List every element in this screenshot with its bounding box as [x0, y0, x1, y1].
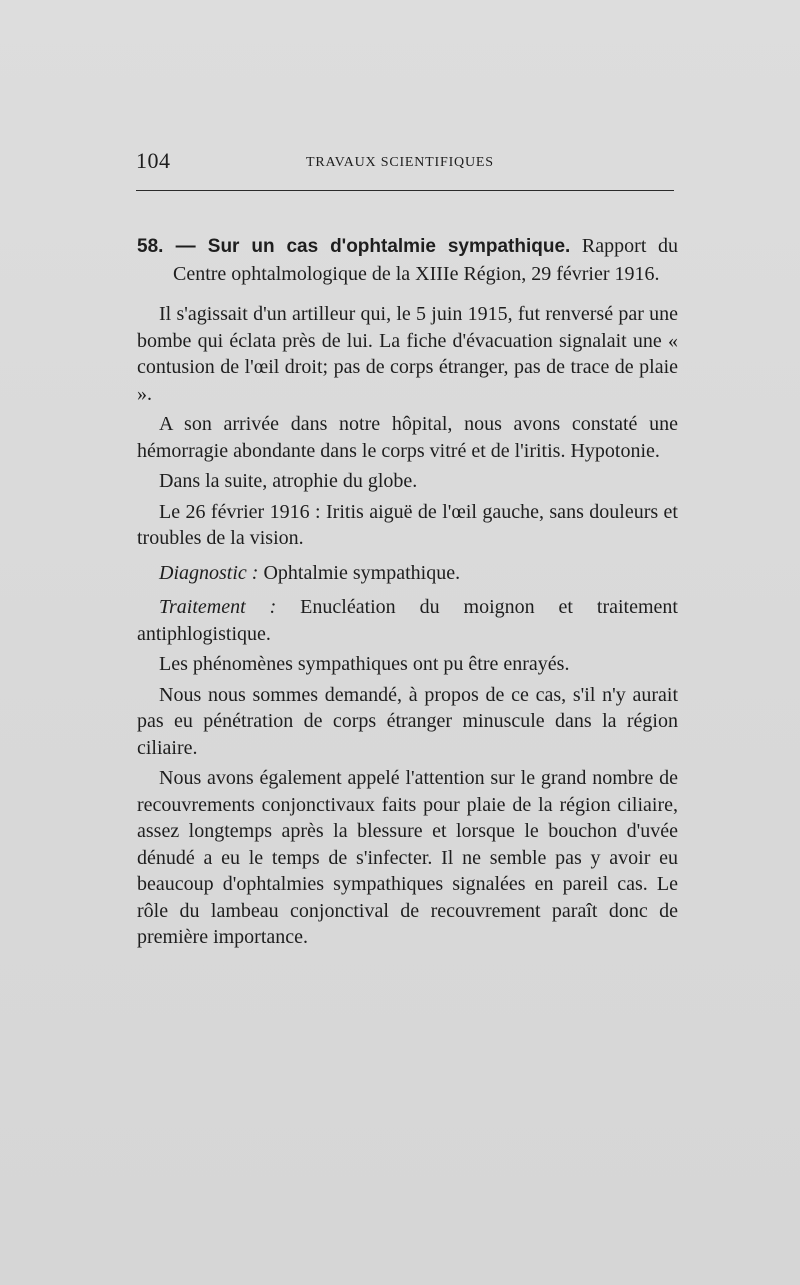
paragraph-diagnostic [137, 560, 678, 587]
paragraph-1: Il s'agissait d'un artilleur qui, le 5 juin 1915, fut renversé par une bombe qui éclata près de lui. La fiche d'évacuation signalait une « contusion de l'œil droit; pas de corps étranger, pas de trace de plaie ». [137, 303, 678, 405]
article-body [137, 233, 678, 955]
header-rule [136, 190, 674, 191]
diagnostic-text: Ophtalmie sympathique. [258, 561, 461, 584]
paragraph-4: Le 26 février 1916 : Iritis aiguë de l'œil gauche, sans douleurs et troubles de la vision. [137, 500, 678, 549]
traitement-text: Enucléation du moignon et traitement antiphlogistique. [137, 596, 678, 645]
entry-separator: — [163, 235, 208, 257]
entry-number: 58. [137, 236, 164, 257]
traitement-label: Traitement : [159, 596, 277, 618]
entry-heading [137, 233, 678, 287]
page-number: 104 [136, 148, 171, 173]
paragraph-7: Les phénomènes sympathiques ont pu être enrayés. [159, 653, 570, 675]
paragraph-8: Nous nous sommes demandé, à propos de ce cas, s'il n'y aurait pas eu pénétration de corps étranger minuscule dans la région ciliaire. [137, 683, 678, 759]
diagnostic-label: Diagnostic : [159, 561, 259, 584]
page-header [136, 148, 674, 178]
running-head: TRAVAUX SCIENTIFIQUES [306, 155, 494, 170]
paragraph-traitement [137, 594, 678, 647]
paragraph-2: A son arrivée dans notre hôpital, nous avons constaté une hémorragie abondante dans le corps vitré et de l'iritis. Hypotonie. [137, 413, 678, 462]
paragraph-9: Nous avons également appelé l'attention sur le grand nombre de recouvrements conjonctivaux faits pour plaie de la région ciliaire, assez longtemps après la blessure et lorsque le bouchon d'uvée dénudé a eu le temps de s'infecter. Il ne semble pas y avoir eu beaucoup d'ophtalmies sympathiques signalées en pareil cas. Le rôle du lambeau conjonctival de recouvrement paraît donc de première importance. [137, 767, 678, 948]
entry-source: Rapport du Centre ophtalmologique de la XIIIe Région, 29 février 1916. [173, 235, 678, 285]
paragraph-3: Dans la suite, atrophie du globe. [159, 470, 418, 492]
entry-title: Sur un cas d'ophtalmie sympathique. [207, 236, 571, 257]
